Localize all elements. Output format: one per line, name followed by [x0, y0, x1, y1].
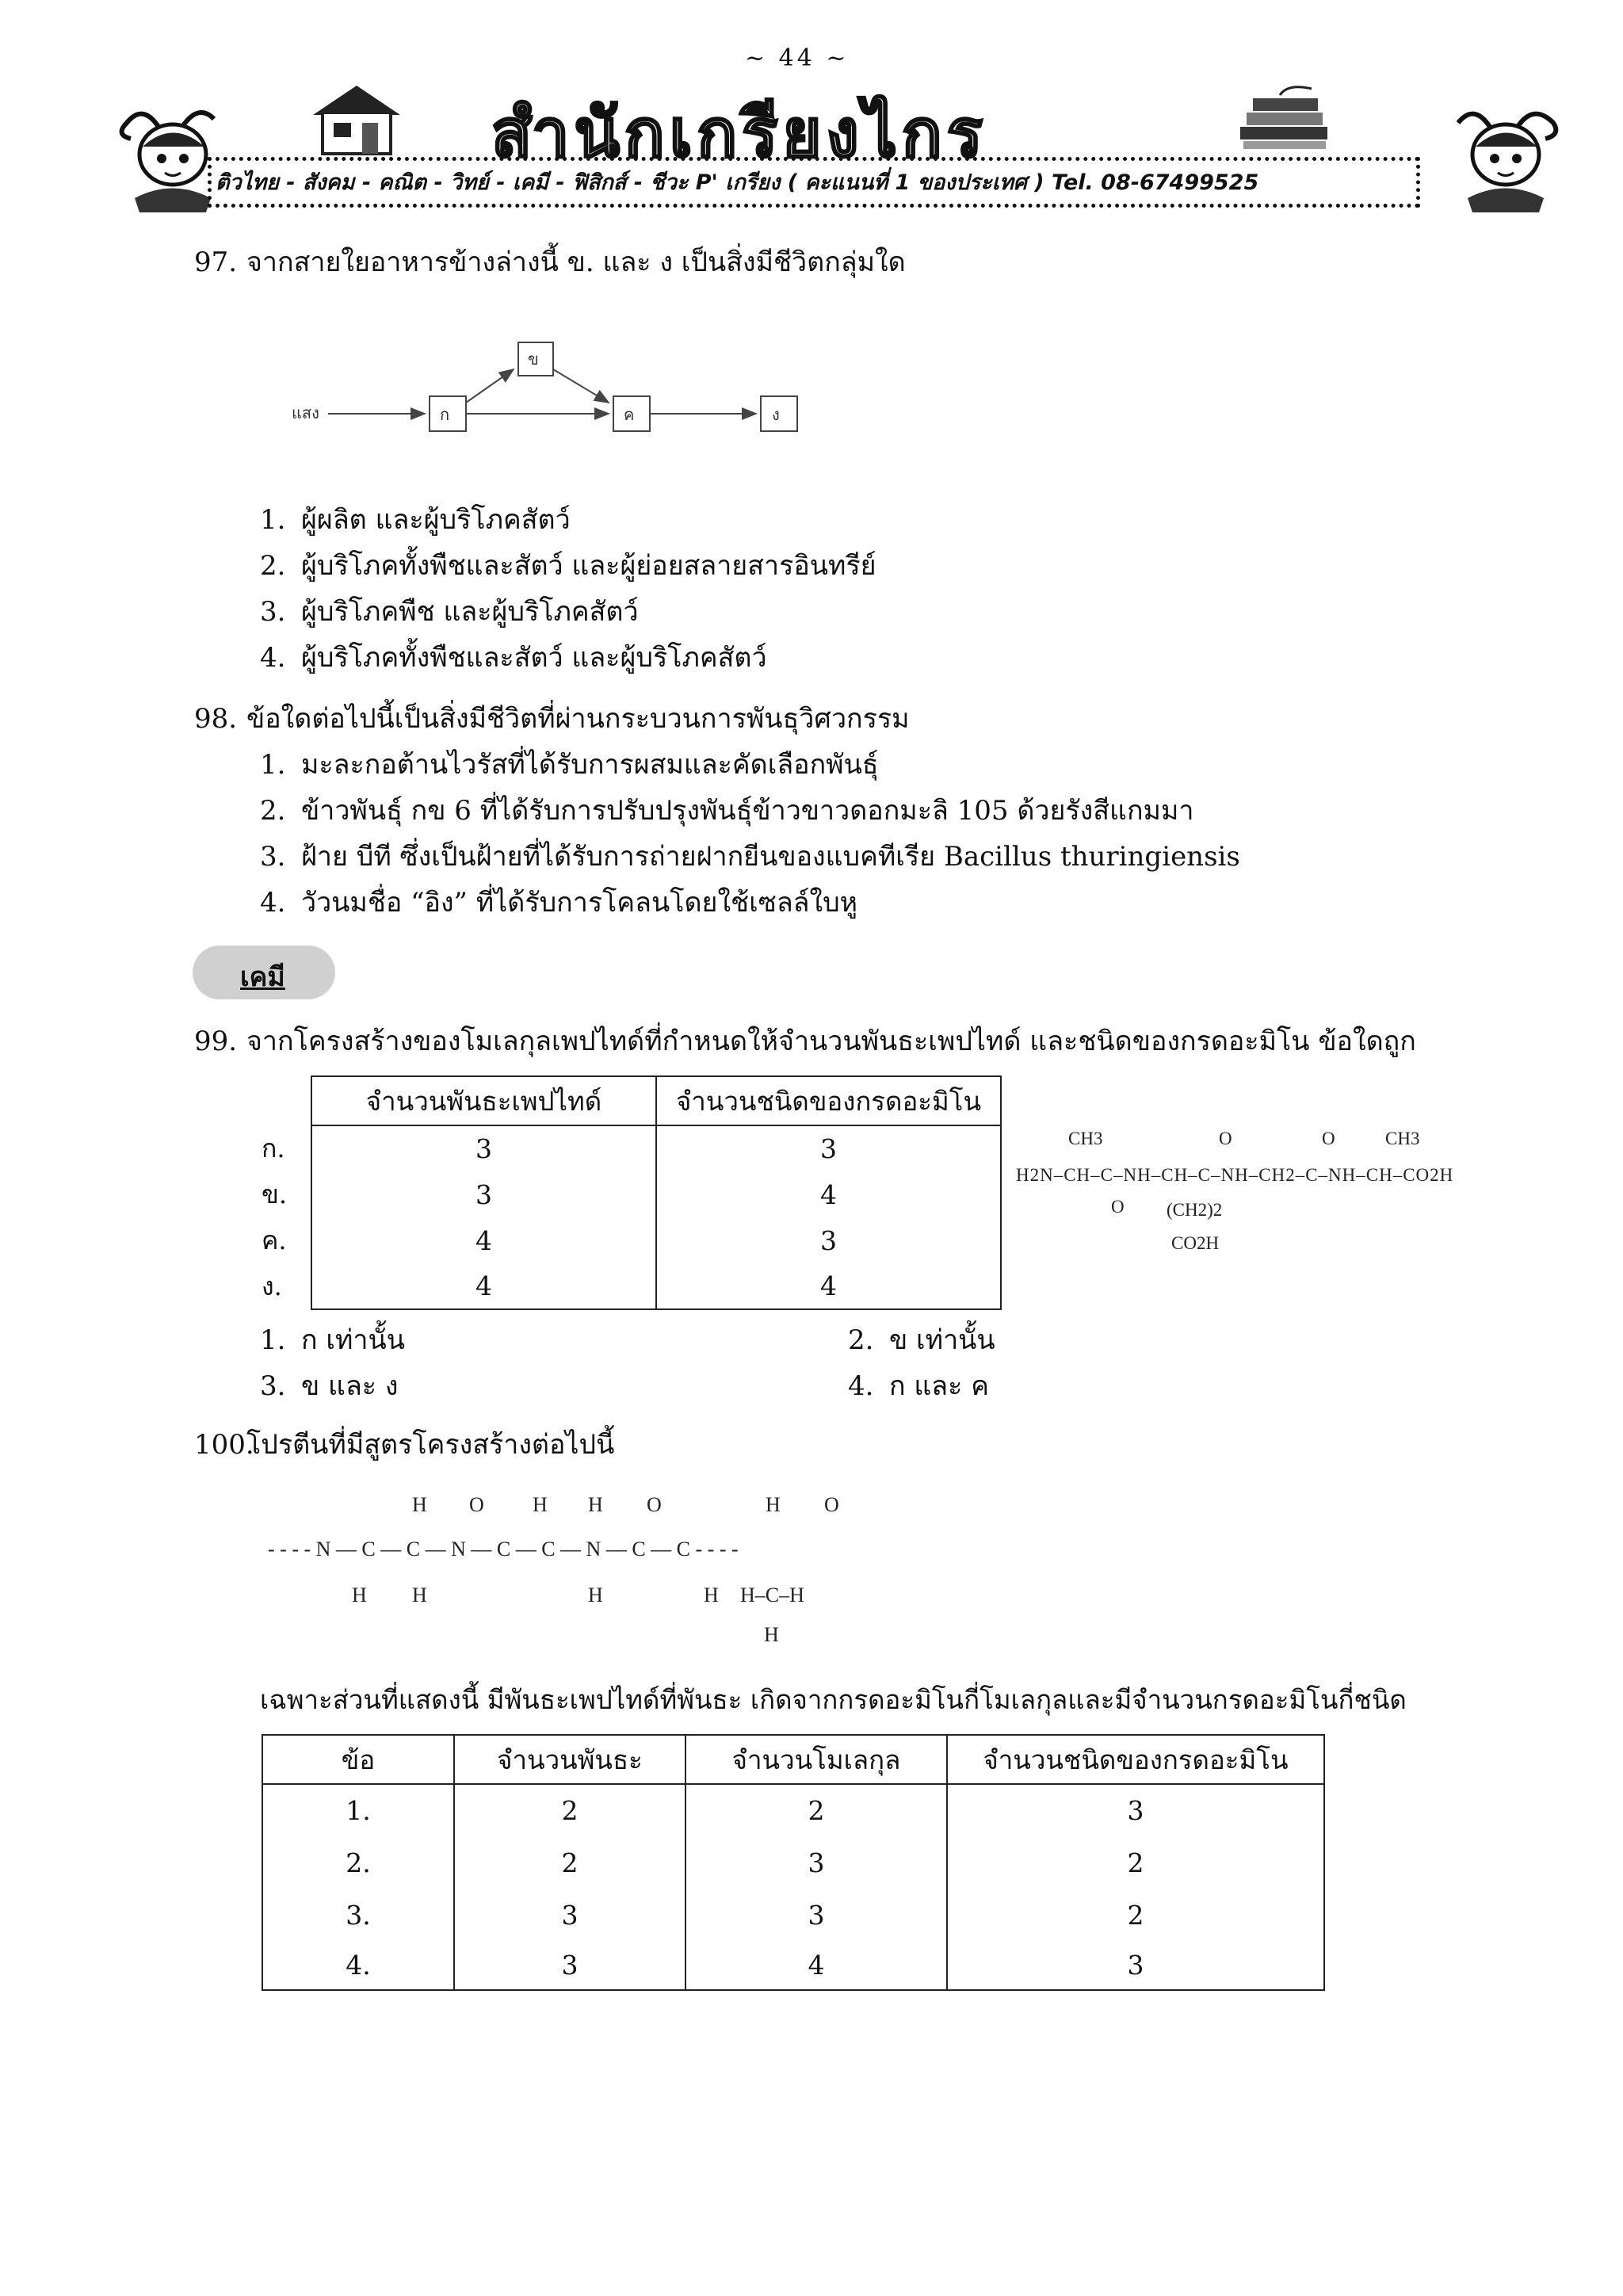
option-number: 3. — [260, 596, 286, 628]
diagram-light-label: แสง — [292, 403, 319, 422]
q98-question — [194, 701, 910, 737]
option-text: วัวนมชื่อ “อิง” ที่ได้รับการโคลนโดยใช้เซลล์ใบหู — [301, 887, 858, 919]
struct-top-o: O — [1322, 1129, 1335, 1148]
table-header: จำนวนพันธะ — [454, 1735, 685, 1784]
q99-number: 99. — [194, 1026, 238, 1057]
q98-option-1[interactable] — [260, 742, 1240, 788]
table-row — [311, 1217, 1001, 1263]
option-number: 3. — [260, 841, 286, 873]
option-number: 4. — [260, 642, 286, 674]
row-label: ก. — [262, 1133, 285, 1163]
q100-question — [194, 1427, 614, 1463]
q97-question — [194, 244, 906, 281]
option-number: 1. — [260, 504, 286, 536]
struct-h: H — [764, 1623, 779, 1646]
option-text: ผู้บริโภคทั้งพืชและสัตว์ และผู้ย่อยสลายสารอินทรีย์ — [301, 550, 876, 582]
option-number: 1. — [260, 749, 286, 781]
table-cell: 2 — [454, 1784, 685, 1836]
struct-top-ch3: CH3 — [1385, 1129, 1420, 1148]
q97-option-3[interactable] — [260, 589, 876, 635]
row-label: ข. — [262, 1179, 288, 1209]
q97-text: จากสายใยอาหารข้างล่างนี้ ข. และ ง เป็นสิ่งมีชีวิตกลุ่มใด — [246, 246, 906, 278]
q97-options — [260, 497, 876, 681]
table-row — [262, 1889, 1324, 1941]
page-number: ~ 44 ~ — [745, 44, 850, 72]
struct-h: H — [704, 1584, 719, 1606]
q100-table — [262, 1734, 1325, 1991]
struct-h: H — [352, 1584, 367, 1606]
option-number: 4. — [848, 1370, 874, 1402]
q100-number: 100. — [194, 1429, 254, 1461]
table-cell: 3 — [685, 1889, 947, 1941]
struct-o: O — [824, 1493, 839, 1516]
diagram-node-a: ก — [440, 405, 450, 424]
struct-top-ch3: CH3 — [1068, 1129, 1103, 1148]
food-web-diagram — [277, 301, 832, 476]
q99-option-1[interactable] — [260, 1317, 405, 1363]
struct-side-co2h: CO2H — [1171, 1233, 1220, 1253]
struct-h: H — [412, 1584, 427, 1606]
q98-option-3[interactable] — [260, 834, 1240, 880]
option-text: ฝ้าย บีที ซึ่งเป็นฝ้ายที่ได้รับการถ่ายฝากยีนของแบคทีเรีย Bacillus thuringiensis — [301, 841, 1240, 873]
table-cell: 3 — [454, 1941, 685, 1990]
q100-subtext: เฉพาะส่วนที่แสดงนี้ มีพันธะเพปไทด์ที่พันธะ เกิดจากกรดอะมิโนกี่โมเลกุลและมีจำนวนกรดอะมิโนกี่ชนิด — [260, 1684, 1407, 1715]
q99-structure — [1016, 1124, 1507, 1274]
q97-option-1[interactable] — [260, 497, 876, 543]
struct-hch: H–C–H — [740, 1584, 804, 1606]
table-cell: 4 — [685, 1941, 947, 1990]
option-text: ก และ ค — [889, 1370, 989, 1402]
q100-structure — [268, 1490, 934, 1656]
option-number: 3. — [260, 1370, 286, 1402]
struct-backbone: - - - - N — C — C — N — C — C — N — C — C - - - - — [268, 1538, 739, 1561]
brand-title: สำนักเกรียงไกร — [491, 94, 987, 172]
diagram-node-b: ข — [528, 350, 539, 369]
row-label: ค. — [262, 1225, 287, 1255]
q99-option-4[interactable] — [848, 1363, 989, 1409]
table-cell: 3 — [820, 1133, 837, 1164]
q98-number: 98. — [194, 703, 238, 735]
table-cell: 3 — [311, 1171, 656, 1217]
q98-option-4[interactable] — [260, 880, 1240, 926]
table-cell: 2 — [454, 1836, 685, 1889]
table-cell: 4 — [820, 1270, 837, 1301]
struct-top-o: O — [1219, 1129, 1232, 1148]
table-cell: 2 — [685, 1784, 947, 1836]
struct-h: H — [588, 1493, 603, 1516]
option-number: 4. — [260, 887, 286, 919]
table-row — [262, 1941, 1324, 1990]
table-row — [311, 1171, 1001, 1217]
table-cell: 3 — [311, 1125, 656, 1171]
table-cell: 3 — [454, 1889, 685, 1941]
q99-table — [311, 1075, 1002, 1310]
q97-option-2[interactable] — [260, 543, 876, 589]
q99-row-labels — [262, 1125, 287, 1309]
row-label: ง. — [262, 1271, 282, 1301]
table-cell: 2 — [1127, 1899, 1144, 1931]
q98-options — [260, 742, 1240, 926]
table-row — [311, 1263, 1001, 1309]
table-cell: 3. — [262, 1889, 454, 1941]
q98-text: ข้อใดต่อไปนี้เป็นสิ่งมีชีวิตที่ผ่านกระบวนการพันธุวิศวกรรม — [246, 703, 910, 735]
q97-option-4[interactable] — [260, 635, 876, 681]
mascot-right-icon — [1442, 103, 1569, 214]
option-text: ก เท่านั้น — [301, 1324, 406, 1356]
table-row — [262, 1836, 1324, 1889]
option-text: ข และ ง — [301, 1370, 399, 1402]
table-cell: 4 — [311, 1263, 656, 1309]
option-number: 1. — [260, 1324, 286, 1356]
table-header: จำนวนพันธะเพปไทด์ — [311, 1076, 656, 1125]
table-header: ข้อ — [262, 1735, 454, 1784]
struct-side-chain: (CH2)2 — [1167, 1200, 1223, 1220]
table-cell: 2 — [1127, 1847, 1144, 1878]
section-label: เคมี — [240, 961, 285, 993]
table-header: จำนวนโมเลกุล — [685, 1735, 947, 1784]
tagline: ติวไทย - สังคม - คณิต - วิทย์ - เคมี - ฟิสิกส์ - ชีวะ P' เกรียง ( คะแนนที่ 1 ของประเทศ ) Tel. 08-67499525 — [216, 170, 1259, 195]
table-cell: 3 — [820, 1224, 837, 1256]
option-number: 2. — [848, 1324, 874, 1356]
option-text: ข เท่านั้น — [889, 1324, 995, 1356]
option-text: ข้าวพันธุ์ กข 6 ที่ได้รับการปรับปรุงพันธุ์ข้าวขาวดอกมะลิ 105 ด้วยรังสีแกมมา — [301, 795, 1194, 827]
books-icon — [1232, 79, 1335, 159]
q100-text: โปรตีนที่มีสูตรโครงสร้างต่อไปนี้ — [246, 1429, 615, 1461]
table-header: จำนวนชนิดของกรดอะมิโน — [983, 1744, 1289, 1775]
table-cell: 4 — [820, 1179, 837, 1210]
option-text: ผู้ผลิต และผู้บริโภคสัตว์ — [301, 504, 571, 536]
struct-main-chain: H2N–CH–C–NH–CH–C–NH–CH2–C–NH–CH–CO2H — [1016, 1165, 1454, 1185]
diagram-node-d: ง — [772, 405, 780, 424]
q99-option-3[interactable] — [260, 1363, 398, 1409]
struct-o: O — [647, 1493, 662, 1516]
table-cell: 3 — [685, 1836, 947, 1889]
q98-option-2[interactable] — [260, 788, 1240, 834]
q97-number: 97. — [194, 246, 238, 278]
option-text: ผู้บริโภคทั้งพืชและสัตว์ และผู้บริโภคสัตว์ — [301, 642, 767, 674]
diagram-node-c: ค — [624, 405, 635, 424]
option-number: 2. — [260, 795, 286, 827]
struct-h: H — [412, 1493, 427, 1516]
q99-question — [194, 1023, 1416, 1060]
q99-options — [260, 1317, 1052, 1412]
struct-h: H — [766, 1493, 781, 1516]
house-icon — [305, 79, 408, 159]
table-row — [311, 1125, 1001, 1171]
table-cell: 3 — [1127, 1795, 1144, 1826]
option-text: มะละกอต้านไวรัสที่ได้รับการผสมและคัดเลือกพันธุ์ — [301, 749, 879, 781]
table-cell: 4. — [262, 1941, 454, 1990]
struct-side-o: O — [1111, 1197, 1125, 1217]
q99-option-2[interactable] — [848, 1317, 995, 1363]
table-cell: 2. — [262, 1836, 454, 1889]
struct-h: H — [533, 1493, 548, 1516]
table-cell: 3 — [1127, 1950, 1144, 1981]
struct-h: H — [588, 1584, 603, 1606]
option-text: ผู้บริโภคพืช และผู้บริโภคสัตว์ — [301, 596, 639, 628]
q99-text: จากโครงสร้างของโมเลกุลเพปไทด์ที่กำหนดให้จำนวนพันธะเพปไทด์ และชนิดของกรดอะมิโน ข้อใดถูก — [246, 1026, 1416, 1057]
table-header: จำนวนชนิดของกรดอะมิโน — [675, 1085, 982, 1117]
struct-o: O — [469, 1493, 484, 1516]
table-row — [262, 1784, 1324, 1836]
table-cell: 4 — [311, 1217, 656, 1263]
table-cell: 1. — [262, 1784, 454, 1836]
option-number: 2. — [260, 550, 286, 582]
